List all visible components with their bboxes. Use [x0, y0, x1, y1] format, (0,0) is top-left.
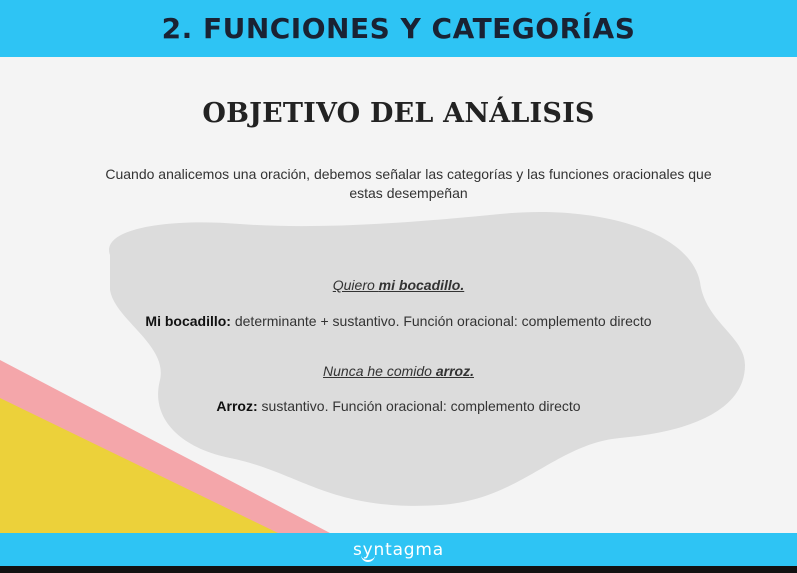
analysis-text: sustantivo. Función oracional: complemento directo	[257, 398, 581, 414]
analysis-text: determinante + sustantivo. Función oracional: complemento directo	[230, 313, 652, 329]
example-sentence-1	[0, 277, 797, 293]
logo-smile-icon	[361, 554, 375, 562]
section-heading: OBJETIVO DEL ANÁLISIS	[202, 98, 595, 129]
example-sentence-text: Nunca he comido arroz.	[323, 363, 474, 379]
bottom-edge-strip	[0, 566, 797, 573]
example-sentence-text: Quiero mi bocadillo.	[332, 277, 465, 293]
analysis-term: Mi bocadillo:	[145, 313, 231, 329]
analysis-term: Arroz:	[216, 398, 258, 414]
slide-title: 2. FUNCIONES Y CATEGORÍAS	[161, 12, 636, 45]
intro-text: Cuando analicemos una oración, debemos señalar las categorías y las funciones oracionales que estas desempeñan	[105, 166, 712, 201]
header-bar	[0, 0, 797, 57]
example-sentence-2	[0, 363, 797, 379]
example-analysis-2	[0, 398, 797, 414]
example-analysis-1	[0, 313, 797, 329]
gray-blob-shape	[109, 212, 745, 506]
footer-bar	[0, 533, 797, 566]
syntagma-logo: syntagma	[353, 539, 444, 560]
